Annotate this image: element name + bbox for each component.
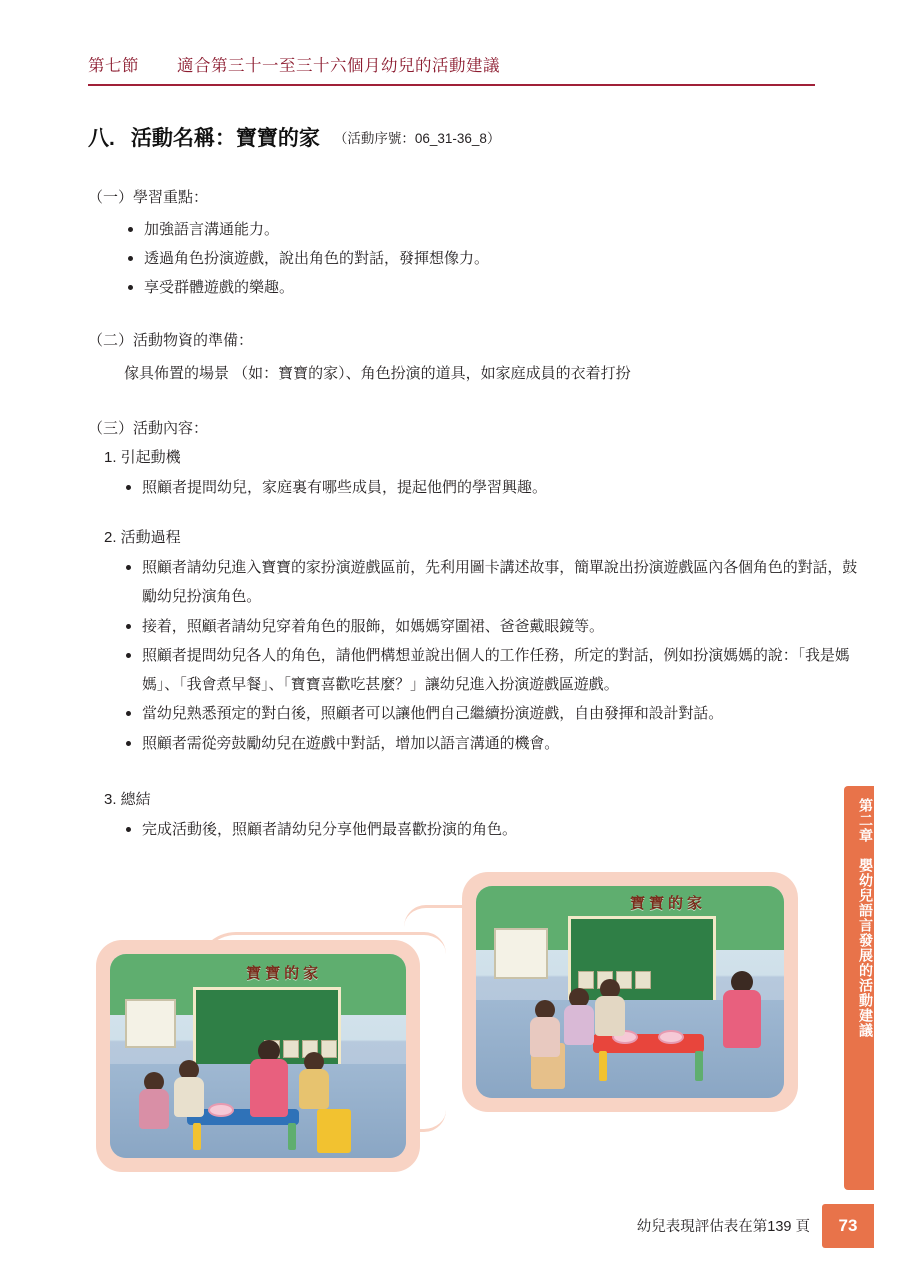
step-1-list	[122, 473, 844, 502]
child-figure	[294, 1052, 334, 1118]
list-item: 透過角色扮演遊戲，說出角色的對話，發揮想像力。	[124, 244, 788, 273]
poster	[125, 999, 176, 1048]
section-number: 第七節	[88, 57, 139, 75]
step-label: 3. 總結	[104, 791, 151, 808]
child-figure	[134, 1072, 174, 1132]
list-item: 照顧者提問幼兒各人的角色，請他們構想並說出個人的工作任務，所定的對話，例如扮演媽媽的說：「我是媽媽」、「我會煮早餐」、「寶寶喜歡吃甚麼？」讓幼兒進入扮演遊戲區遊戲。	[122, 641, 860, 700]
classroom-scene	[110, 954, 406, 1158]
header-divider	[88, 84, 815, 86]
child-figure	[590, 979, 630, 1039]
content-step-2	[104, 524, 858, 758]
list-item: 當幼兒熟悉預定的對白後，照顧者可以讓他們自己繼續扮演遊戲，自由發揮和設計對話。	[122, 699, 860, 728]
list-item: 照顧者需從旁鼓勵幼兒在遊戲中對話，增加以語言溝通的機會。	[122, 729, 860, 758]
toy-plate	[658, 1030, 684, 1044]
photo-right-classroom	[462, 872, 798, 1112]
table-leg	[193, 1123, 201, 1150]
teacher-figure	[719, 971, 765, 1061]
toy-plate	[208, 1103, 234, 1117]
list-item: 照顧者提問幼兒，家庭裏有哪些成員，提起他們的學習興趣。	[122, 473, 844, 502]
photo-left-classroom	[96, 940, 420, 1172]
materials-text: 傢具佈置的場景 （如：寶寶的家）、角色扮演的道具，如家庭成員的衣着打扮	[124, 364, 631, 382]
chapter-side-tab	[844, 786, 874, 1190]
classroom-scene	[476, 886, 784, 1098]
content-label: （三）活動內容：	[88, 420, 209, 437]
learning-focus-label: （一）學習重點：	[88, 189, 209, 206]
step-label: 2. 活動過程	[104, 529, 181, 546]
list-item: 照顧者請幼兒進入寶寶的家扮演遊戲區前，先利用圖卡講述故事，簡單說出扮演遊戲區內各個角色的對話，鼓勵幼兒扮演角色。	[122, 553, 860, 612]
section-title: 適合第三十一至三十六個月幼兒的活動建議	[177, 57, 500, 75]
activity-code: （活動序號：06_31-36_8）	[333, 131, 501, 146]
activity-title	[88, 122, 500, 152]
content-step-3	[104, 786, 844, 844]
learning-focus-list	[124, 215, 788, 303]
child-figure	[169, 1060, 209, 1120]
activity-name: 活動名稱：寶寶的家	[130, 127, 320, 150]
banner-text: 寶寶的家	[630, 895, 707, 913]
step-label: 1. 引起動機	[104, 449, 181, 466]
learning-focus-block	[88, 185, 788, 302]
step-2-list	[122, 553, 858, 758]
page-number: 73	[822, 1204, 874, 1248]
footer-note: 幼兒表現評估表在第139 頁	[636, 1219, 810, 1235]
activity-number: 八.	[88, 127, 115, 150]
table-leg	[599, 1051, 607, 1081]
teacher-figure	[246, 1040, 292, 1130]
poster	[494, 928, 547, 979]
list-item: 加強語言溝通能力。	[124, 215, 788, 244]
content-step-1	[104, 444, 844, 502]
photo-right-image	[476, 886, 784, 1098]
photo-left-image	[110, 954, 406, 1158]
chapter-side-tab-label: 第二章 嬰幼兒語言發展的活動建議	[858, 798, 874, 1038]
materials-label: （二）活動物資的準備：	[88, 332, 254, 349]
list-item: 接着，照顧者請幼兒穿着角色的服飾，如媽媽穿圍裙、爸爸戴眼鏡等。	[122, 612, 860, 641]
table-leg	[695, 1051, 703, 1081]
list-item: 完成活動後，照顧者請幼兒分享他們最喜歡扮演的角色。	[122, 815, 844, 844]
step-3-list	[122, 815, 844, 844]
materials-block	[88, 328, 848, 387]
banner-text: 寶寶的家	[246, 965, 323, 983]
content-block	[88, 416, 848, 442]
section-header	[88, 52, 748, 76]
list-item: 享受群體遊戲的樂趣。	[124, 273, 788, 302]
